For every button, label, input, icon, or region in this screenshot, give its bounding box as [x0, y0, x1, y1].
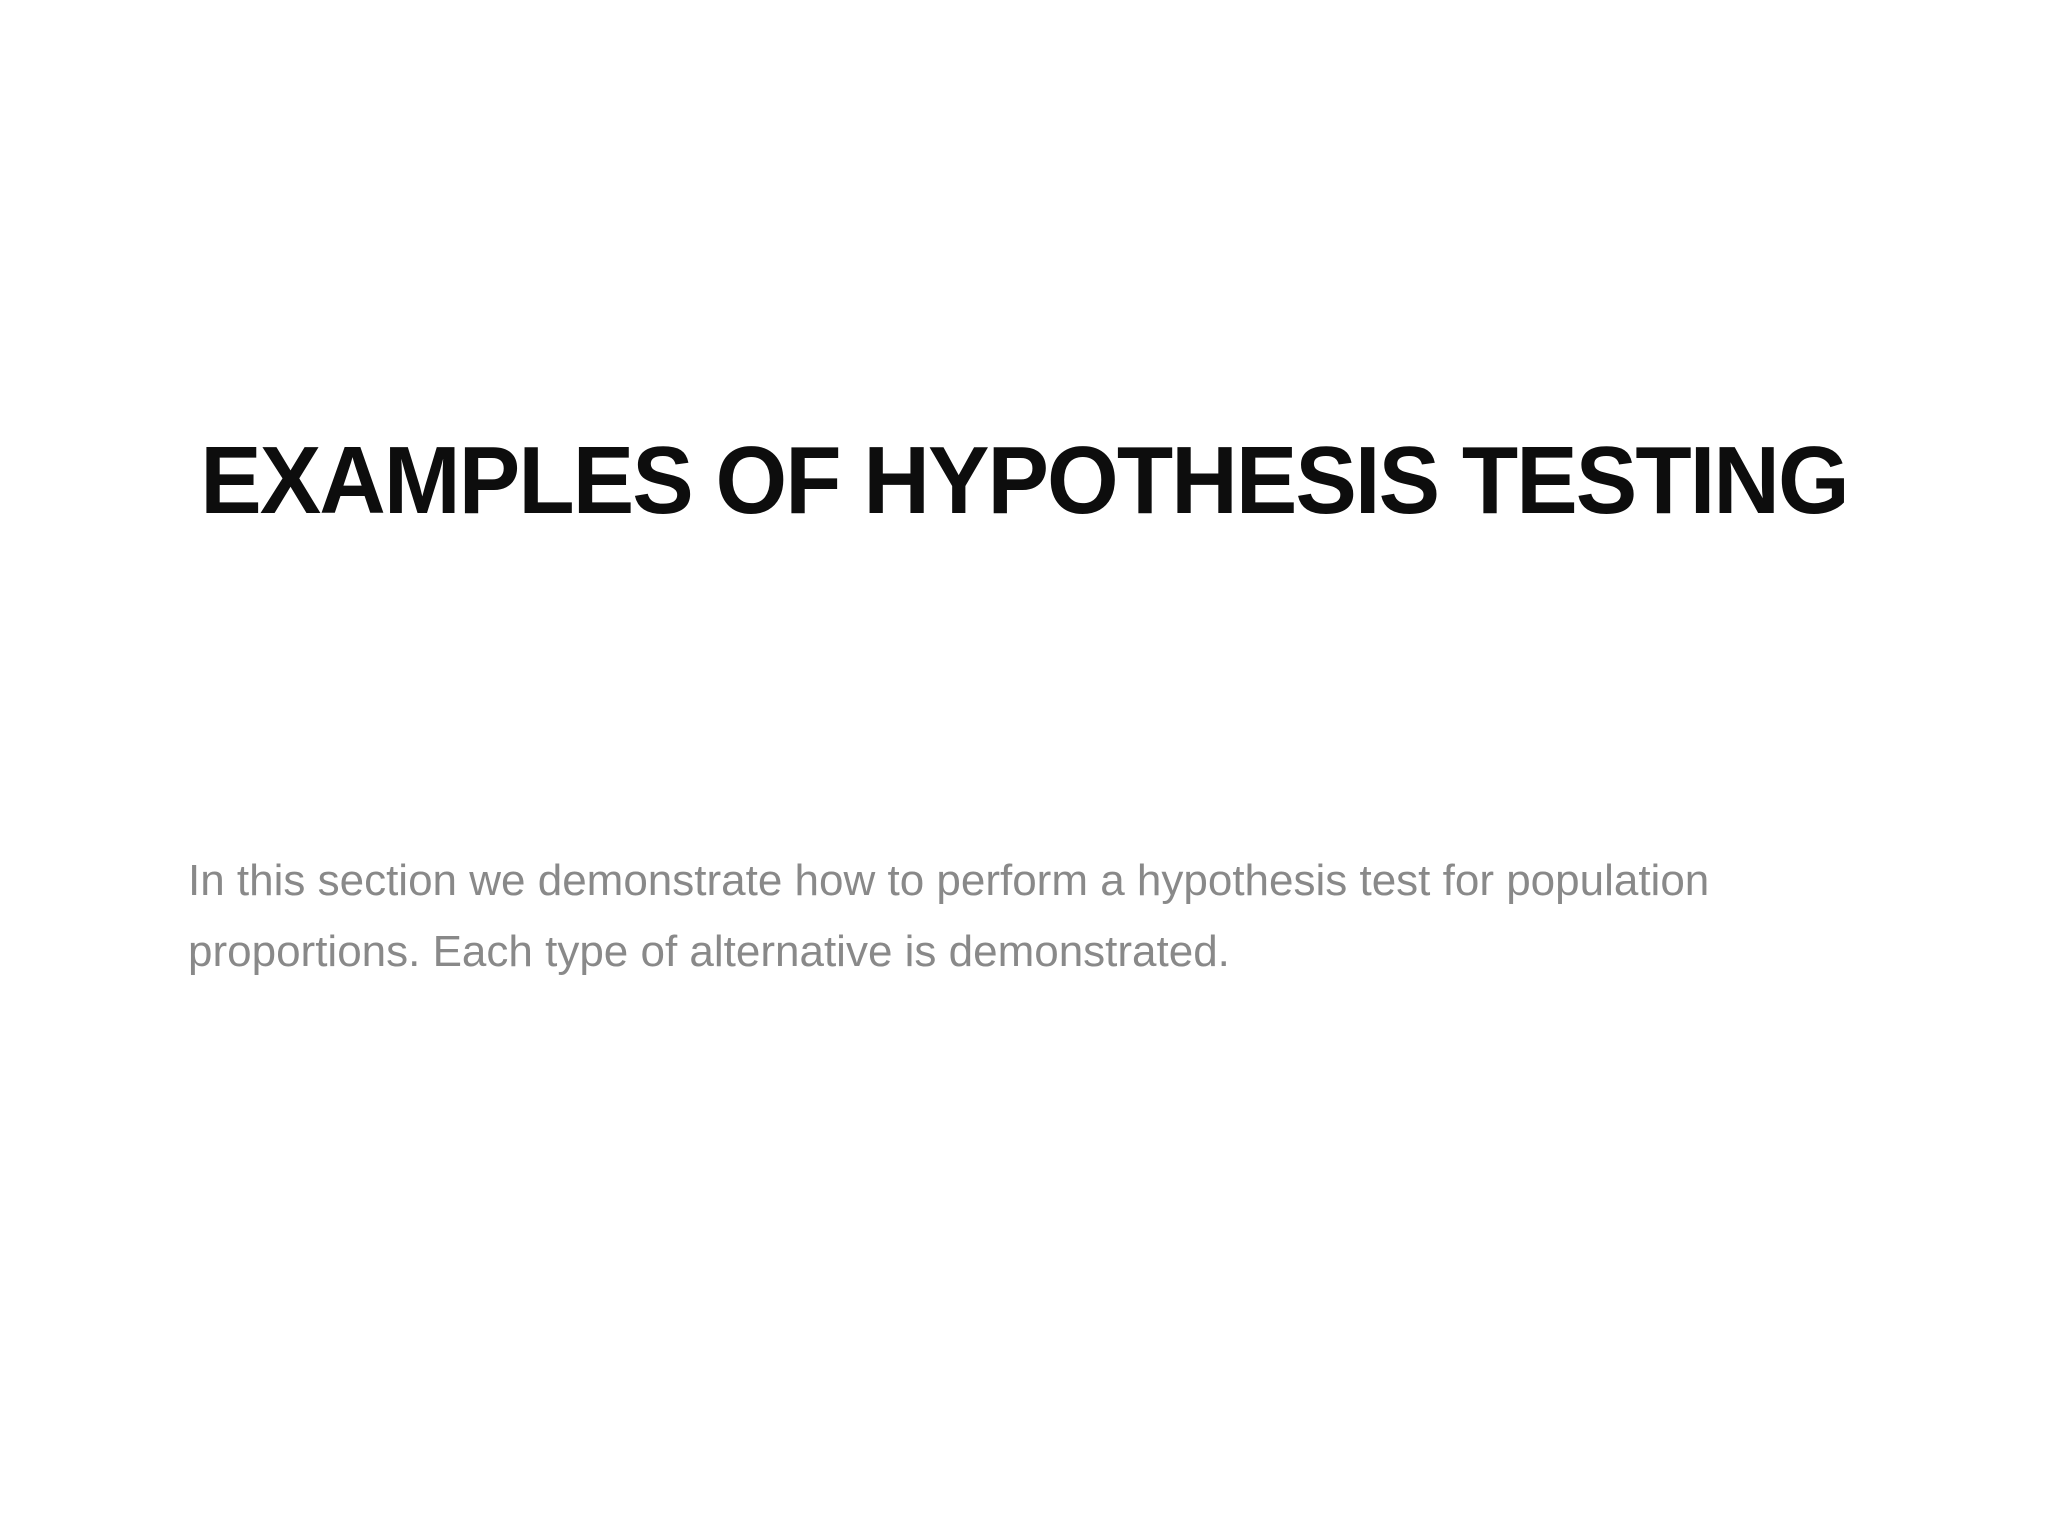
slide-title: EXAMPLES OF HYPOTHESIS TESTING: [200, 427, 1848, 534]
slide-body-text: In this section we demonstrate how to perform a hypothesis test for population proportions. Each type of alternative is demonstrated.: [188, 856, 1710, 977]
